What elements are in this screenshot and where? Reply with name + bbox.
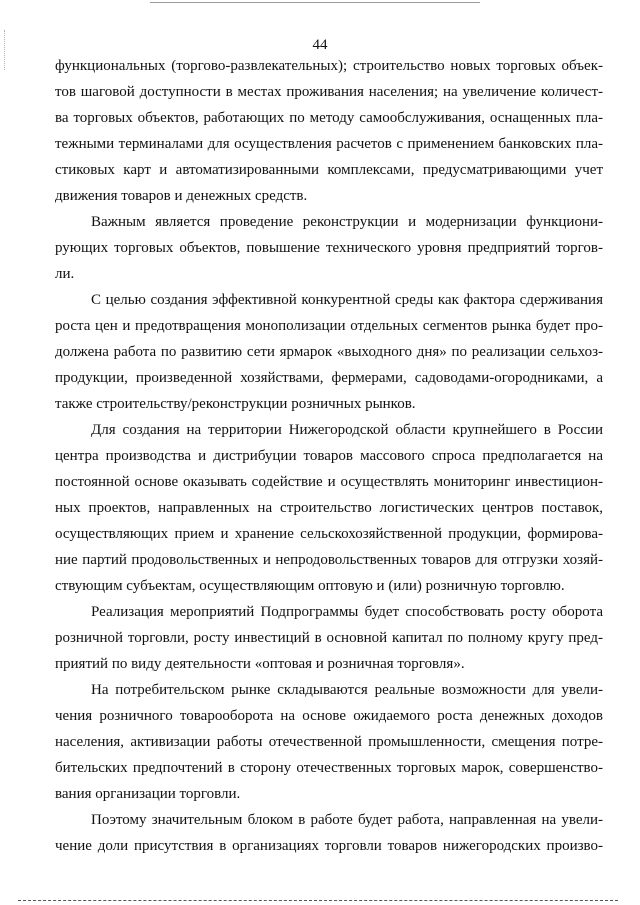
text-line: движения товаров и денежных средств. — [55, 188, 308, 204]
text-line: ствующим субъектам, осуществляющим оптовую и (или) розничную торговлю. — [55, 578, 565, 594]
text-line: Поэтому значительным блоком в работе будет работа, направленная на увели- — [91, 812, 603, 828]
text-line: также строительству/реконструкции розничных рынков. — [55, 396, 416, 412]
scan-top-rule — [150, 2, 480, 3]
text-line: С целью создания эффективной конкурентной среды как фактора сдерживания — [91, 292, 603, 308]
text-line: Реализация мероприятий Подпрограммы будет способствовать росту оборота — [91, 604, 603, 620]
paragraph — [55, 807, 603, 859]
text-line: ных проектов, направленных на строительство логистических центров поставок, — [55, 500, 603, 516]
paragraph — [55, 287, 603, 417]
text-line: осуществляющих прием и хранение сельскохозяйственной продукции, формирова- — [55, 526, 603, 542]
text-line: ли. — [55, 266, 75, 282]
text-line: бительских предпочтений в сторону отечественных торговых марок, совершенство- — [55, 760, 603, 776]
text-line: ва торговых объектов, работающих по методу самообслуживания, оснащенных пла- — [55, 110, 603, 126]
paragraph — [55, 417, 603, 599]
paragraph — [55, 599, 603, 677]
text-line: На потребительском рынке складываются реальные возможности для увели- — [91, 682, 603, 698]
text-line: Важным является проведение реконструкции и модернизации функциони- — [91, 214, 603, 230]
text-line: должена работа по развитию сети ярмарок «выходного дня» по реализации сельхоз- — [55, 344, 603, 360]
text-line: центра производства и дистрибуции товаров массового спроса предполагается на — [55, 448, 603, 464]
text-line: продукции, произведенной хозяйствами, фермерами, садоводами-огородниками, а — [55, 370, 603, 386]
text-line: постоянной основе оказывать содействие и осуществлять мониторинг инвестицион- — [55, 474, 603, 490]
document-body — [55, 53, 603, 859]
text-line: стиковых карт и автоматизированными комплексами, предусматривающими учет — [55, 162, 603, 178]
text-line: розничной торговли, росту инвестиций в основной капитал по полному кругу пред- — [55, 630, 603, 646]
paragraph — [55, 53, 603, 209]
text-line: населения, активизации работы отечественной промышленности, смещения потре- — [55, 734, 603, 750]
text-line: Для создания на территории Нижегородской области крупнейшего в России — [91, 422, 603, 438]
text-line: приятий по виду деятельности «оптовая и розничная торговля». — [55, 656, 465, 672]
text-line: чение доли присутствия в организациях торговли товаров нижегородских произво- — [55, 838, 603, 854]
paragraph — [55, 209, 603, 287]
text-line: чения розничного товарооборота на основе ожидаемого роста денежных доходов — [55, 708, 603, 724]
text-line: ние партий продовольственных и непродовольственных товаров для отгрузки хозяй- — [55, 552, 603, 568]
text-line: тов шаговой доступности в местах проживания населения; на увеличение количест- — [55, 84, 603, 100]
text-line: функциональных (торгово-развлекательных); строительство новых торговых объек- — [55, 58, 603, 74]
text-line: вания организации торговли. — [55, 786, 241, 802]
page-number: 44 — [312, 37, 328, 53]
text-line: роста цен и предотвращения монополизации отдельных сегментов рынка будет про- — [55, 318, 603, 334]
scan-bottom-rule — [18, 900, 618, 901]
text-line: тежными терминалами для осуществления расчетов с применением банковских пла- — [55, 136, 603, 152]
text-line: рующих торговых объектов, повышение технического уровня предприятий торгов- — [55, 240, 603, 256]
paragraph — [55, 677, 603, 807]
